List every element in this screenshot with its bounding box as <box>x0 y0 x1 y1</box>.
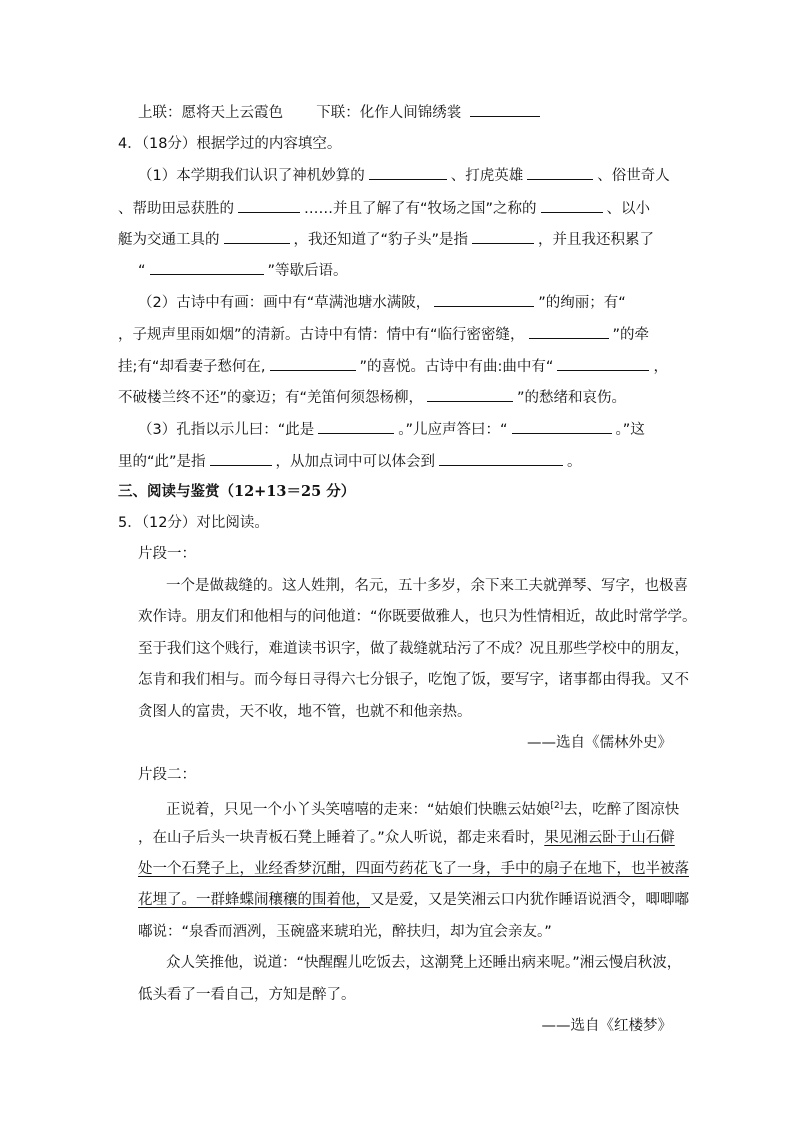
footnote-marker: [2] <box>550 801 564 811</box>
text: 。”这 <box>615 422 645 438</box>
text: （1）本学期我们认识了神机妙算的 <box>138 168 365 184</box>
q4-part3-line1 <box>138 419 645 440</box>
fragment-1-line: 怎肯和我们相与。而今每日寻得六七分银子，吃饱了饭，要写字，诸事都由得我。又不 <box>138 672 689 688</box>
text: ，从加点词中可以体会到 <box>275 454 436 470</box>
text: ”的愁绪和哀伤。 <box>517 390 627 406</box>
text: 正说着，只见一个小丫头笑嘻嘻的走来：“姑娘们快瞧云姑娘 <box>166 801 551 818</box>
text: 不破楼兰终不还”的豪迈；有“羌笛何须怨杨柳， <box>118 390 424 406</box>
fragment-2-source: ——选自《红楼梦》 <box>541 1018 672 1034</box>
answer-blank[interactable] <box>512 419 612 434</box>
text: ，并且我还积累了 <box>538 232 655 248</box>
answer-blank[interactable] <box>434 292 534 307</box>
answer-blank[interactable] <box>238 198 300 213</box>
text: 、俗世奇人 <box>597 168 670 184</box>
fragment-2-line <box>138 890 689 910</box>
text: （2）古诗中有画：画中有“草满池塘水满陂， <box>138 295 431 311</box>
answer-blank[interactable] <box>224 229 290 244</box>
text: ，在山子后头一块青板石凳上睡着了。”众人听说，都走来看时， <box>138 830 545 846</box>
fragment-1-line: 贪图人的富贵，天不收，地不管，也就不和他亲热。 <box>138 704 472 720</box>
answer-blank[interactable] <box>439 451 563 466</box>
text: 挂;有“却看妻子愁何在, <box>118 359 266 375</box>
q4-part1-line1 <box>138 165 670 186</box>
text: （3）孔指以示儿曰：“此是 <box>138 422 315 438</box>
answer-blank[interactable] <box>150 260 264 275</box>
text: 、以小 <box>606 201 651 217</box>
fragment-2-line <box>138 828 675 848</box>
text: 里的“此”是指 <box>118 454 206 470</box>
underlined-text: 果见湘云卧于山石僻 <box>544 830 675 846</box>
text: ，我还知道了“豹子头”是指 <box>293 232 469 248</box>
q4-part1-line3 <box>118 229 654 250</box>
text: 、打虎英雄 <box>450 168 524 184</box>
text: 。”儿应声答曰：“ <box>398 422 508 438</box>
fragment-1-line: 至于我们这个贱行，难道读书识字，做了裁缝就玷污了不成？况且那些学校中的朋友， <box>138 641 689 657</box>
text: ，子规声里雨如烟”的清新。古诗中有情：情中有“临行密密缝， <box>118 327 525 343</box>
fragment-2-label: 片段二： <box>138 767 196 783</box>
text: 又是爱，又是笑湘云口内犹作睡语说酒令，唧唧嘟 <box>370 892 689 908</box>
answer-blank[interactable] <box>527 165 593 180</box>
text: ， <box>653 359 668 375</box>
text: 去，吃醉了图凉快 <box>563 801 680 818</box>
answer-blank[interactable] <box>210 451 272 466</box>
fragment-2-line: 嘟说：“泉香而酒冽，玉碗盛来琥珀光，醉扶归，却为宜会亲友。” <box>138 924 552 940</box>
text: ”的牵 <box>612 327 650 343</box>
q4-part2-line3 <box>118 356 668 377</box>
q4-part1-line2 <box>118 198 650 219</box>
fragment-1-label: 片段一： <box>138 546 196 562</box>
fragment-1-line: 欢作诗。朋友们和他相与的问他道：“你既要做雅人，也只为性情相近，故此时常学学。 <box>138 609 697 625</box>
answer-blank[interactable] <box>318 419 394 434</box>
text: ……并且了解了有“牧场之国”之称的 <box>304 201 537 217</box>
answer-blank[interactable] <box>470 102 540 117</box>
answer-blank[interactable] <box>472 229 534 244</box>
question-5-heading: 5．（12分）对比阅读。 <box>118 515 269 531</box>
answer-blank[interactable] <box>270 356 356 371</box>
text: 、帮助田忌获胜的 <box>118 201 234 217</box>
text: ”的喜悦。古诗中有曲:曲中有“ <box>359 359 554 375</box>
answer-blank[interactable] <box>427 387 513 402</box>
answer-blank[interactable] <box>369 165 447 180</box>
answer-blank[interactable] <box>541 198 603 213</box>
fragment-2-line <box>166 796 679 820</box>
text: ”的绚丽；有“ <box>538 295 626 311</box>
couplet-lower: 下联：化作人间锦绣裳 <box>316 105 462 121</box>
fragment-2-line: 低头看了一看自己，方知是醉了。 <box>138 987 356 1003</box>
fragment-2-line: 众人笑推他，说道：“快醒醒儿吃饭去，这潮凳上还睡出病来呢。”湘云慢启秋波， <box>166 955 682 971</box>
question-4-heading: 4．（18分）根据学过的内容填空。 <box>118 136 342 152</box>
q4-part1-line4 <box>138 260 348 281</box>
fragment-1-line: 一个是做裁缝的。这人姓荆，名元，五十多岁，余下来工夫就弹琴、写字，也极喜 <box>166 578 688 594</box>
answer-blank[interactable] <box>529 324 609 339</box>
couplet-line <box>138 102 544 123</box>
underlined-text: 花埋了。一群蜂蝶闹穰穰的围着他， <box>138 892 370 908</box>
couplet-upper: 上联：愿将天上云霞色 <box>138 105 283 121</box>
q4-part2-line2 <box>118 324 649 345</box>
q4-part3-line2 <box>118 451 582 472</box>
text: “ <box>138 263 146 279</box>
fragment-1-source: ——选自《儒林外史》 <box>527 735 672 751</box>
q4-part2-line1 <box>138 292 626 313</box>
text: ”等歇后语。 <box>267 263 348 279</box>
section-3-heading: 三、阅读与鉴赏（12+13＝25 分） <box>118 483 356 500</box>
text: 艇为交通工具的 <box>118 232 220 248</box>
fragment-2-underlined-line: 处一个石凳子上，业经香梦沉酣，四面芍药花飞了一身，手中的扇子在地下，也半被落 <box>138 861 689 877</box>
q4-part2-line4 <box>118 387 626 408</box>
text: 。 <box>567 454 582 470</box>
answer-blank[interactable] <box>557 356 649 371</box>
